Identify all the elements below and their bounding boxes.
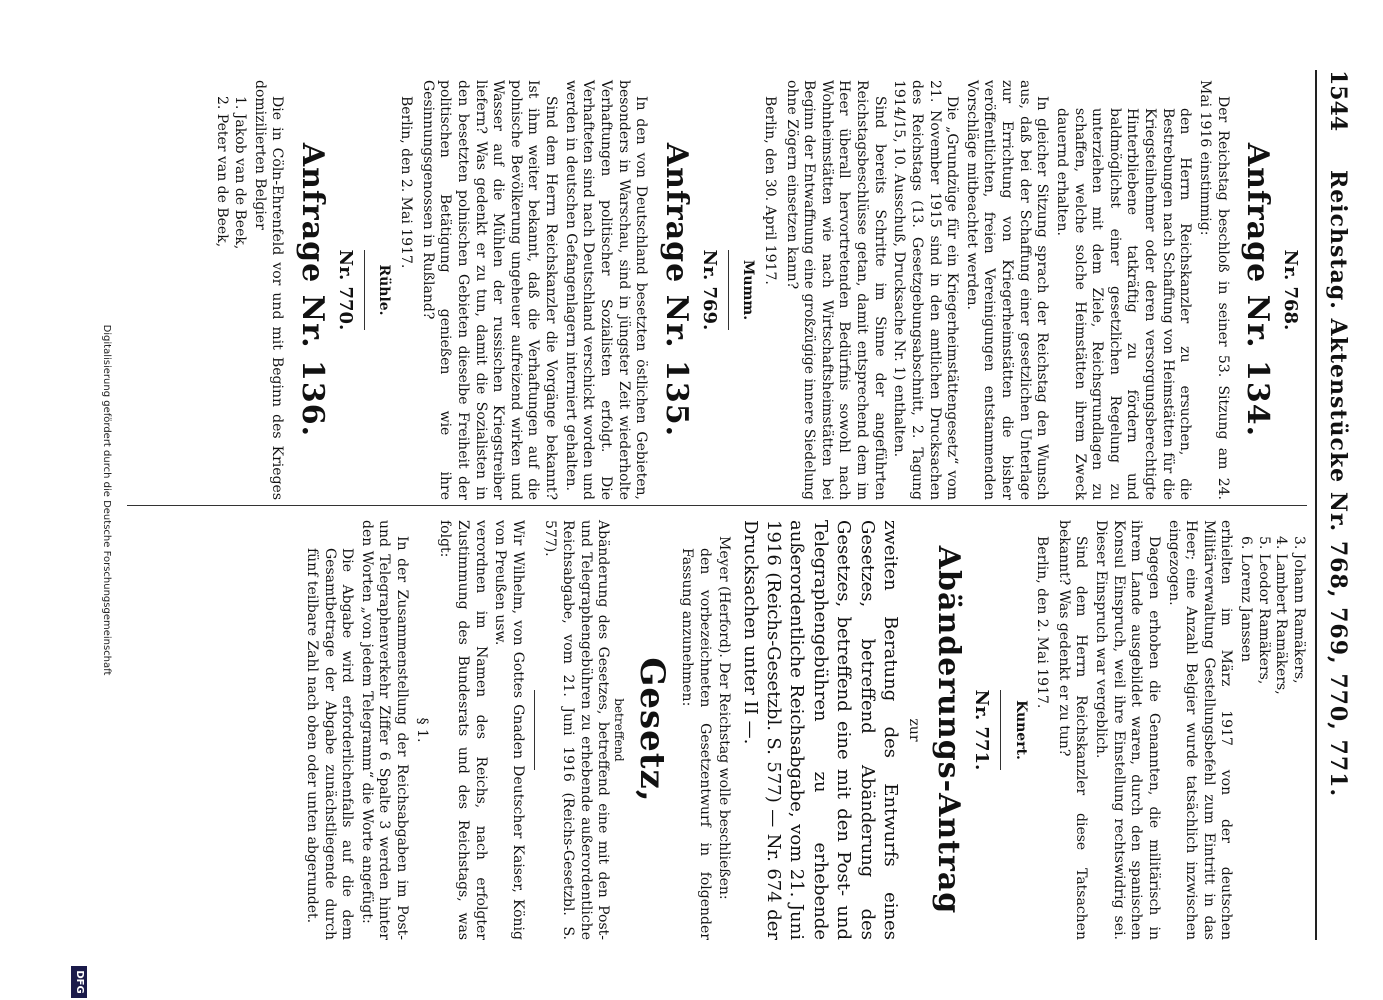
section-separator: [534, 690, 535, 770]
paragraph: Sind bereits Schritte im Sinne der angeführten Reichstagsbeschlüsse getan, damit entsprechend dem im Heer überall hervortretenden Bedürfnis sowohl nach Wohnheimstätten wie nach Wirtschaftsheimstätten bei Beginn der Entwaffnung eine großzügige innere Siedelung ohne Zögern einsetzen kann?: [783, 80, 888, 500]
section-number-768: Nr. 768.: [1280, 249, 1301, 331]
paragraph: In den von Deutschland besetzten östlichen Gebieten, besonders in Warschau, sind in jüngster Zeit wiederholte Verhaftungen politischer Sozialisten erfolgt. Die Verhafteten sind nach Deutschland verschickt worden und werden in deutschen Gefangenlagern interniert gehalten.: [562, 80, 650, 500]
running-title: Reichstag. Aktenstücke Nr. 768, 769, 770, 771.: [1325, 170, 1351, 798]
name-list: [1237, 536, 1308, 940]
page-header: [1317, 70, 1357, 930]
section-separator: [728, 250, 729, 330]
digitization-note: Digitalisierung gefördert durch die Deutsche Forschungsgemeinschaft: [101, 324, 112, 676]
section-title-769: Anfrage Nr. 135.: [658, 142, 694, 438]
paragraph: In der Zusammenstellung der Reichsabgaben im Post- und Telegraphenverkehr Ziffer 6 Spalte 3 werden hinter den Worten „von jedem Telegramm“ die Worte angefügt:: [358, 520, 411, 940]
right-column: [300, 520, 1307, 940]
dateline: Berlin, den 2. Mai 1917.: [1034, 536, 1051, 709]
name-list: [213, 96, 248, 500]
paragraph: Die „Grundzüge für ein Kriegerheimstättengesetz“ vom 21. November 1915 sind in den amtlichen Drucksachen des Reichstags (13. Gesetzgebungsabschnitt, 2. Tagung 1914/15, 10. Ausschuß, Drucksache Nr. 1) enthalten.: [891, 80, 961, 500]
zur-label: zur: [905, 718, 922, 742]
paragraph: Der Reichstag beschloß in seiner 53. Sitzung am 24. Mai 1916 einstimmig:: [1196, 80, 1231, 500]
list-item: 2. Peter van de Beek,: [214, 96, 231, 248]
section-title-771: Abänderungs-Antrag: [931, 545, 967, 915]
section-separator: [1000, 690, 1001, 770]
list-item: 5. Leodor Ramäkers,: [1255, 536, 1272, 685]
section-title-770: Anfrage Nr. 136.: [295, 142, 331, 438]
paragraph: Sind dem Herrn Reichskanzler diese Tatsachen bekannt? Was gedenkt er zu tun?: [1055, 520, 1090, 940]
enactment-formula: Wir Wilhelm, von Gottes Gnaden Deutscher Kaiser, König von Preußen usw.: [492, 520, 526, 940]
quoted-amendment: Die Abgabe wird erforderlichenfalls auf die dem Gesamtbetrage der Abgabe zunächstliegende durch fünf teilbare Zahl nach oben oder unten abgerundet.: [303, 548, 356, 940]
paragraph: Die in Cöln-Ehrenfeld vor und mit Beginn des Krieges domizilierten Belgier: [251, 80, 286, 500]
header-rule: [1315, 70, 1317, 940]
law-title: Gesetz,: [632, 657, 673, 803]
motion-line: Meyer (Herford). Der Reichstag wolle beschließen:: [716, 536, 733, 900]
list-item: 6. Lorenz Janssen: [1238, 536, 1255, 662]
enactment-text: verordnen im Namen des Reichs, nach erfolgter Zustimmung des Bundesrats und des Reichstags, was folgt:: [437, 520, 489, 940]
section-number-771: Nr. 771.: [971, 689, 992, 771]
dateline: Berlin, den 30. April 1917.: [761, 96, 778, 285]
list-item: 3. Johann Ramäkers,: [1291, 536, 1307, 684]
law-subject: Abänderung des Gesetzes, betreffend eine mit den Post- und Telegraphengebühren zu erhebende außerordentliche Reichsabgabe, vom 21. Juni 1916 (Reichs-Gesetzbl. S. 577).: [542, 520, 612, 940]
section-title-768: Anfrage Nr. 134.: [1240, 142, 1276, 438]
dateline: Berlin, den 2. Mai 1917.: [398, 96, 415, 269]
signature: Kunert.: [1012, 700, 1029, 760]
list-item: 4. Lambert Ramäkers,: [1273, 536, 1290, 695]
paragraph: erhielten im März 1917 von der deutschen Militärverwaltung Gestellungsbefehl zum Eintritt in das Heer; eine Anzahl Belgier wurde tatsächlich inzwischen eingezogen.: [1165, 520, 1235, 940]
paragraph-heading: § 1.: [413, 717, 430, 743]
list-item: 1. Jakob van de Beek,: [232, 96, 249, 250]
resolution-quote: den Herrn Reichskanzler zu ersuchen, die Bestrebungen nach Schaffung von Heimstätten für die Kriegsteilnehmer oder deren versorgungsberechtigte Hinterbliebene tatkräftig zu fördern und baldmöglichst einer gesetzlichen Regelung zu unterziehen mit dem Ziele, Reichsgrundlagen zu schaffen, welche solche Heimstätten ihrem Zweck dauernd erhalten.: [1053, 108, 1194, 500]
column-divider: [127, 505, 1307, 506]
section-number-769: Nr. 769.: [698, 249, 720, 331]
signature: Mumm.: [740, 259, 757, 321]
motion-text: den vorbezeichneten Gesetzentwurf in folgender Fassung anzunehmen:: [678, 548, 713, 940]
betreffend-label: betreffend: [612, 698, 627, 762]
motion-intro-text: zweiten Beratung des Entwurfs eines Gesetzes, betreffend Abänderung des Gesetzes, betreffend eine mit den Post- und Telegraphengebühren zu erhebende außerordentliche Reichsabgabe, vom 21. Juni 1916 (Reichs-Gesetzbl. S. 577) — Nr. 674 der Drucksachen unter II —.: [739, 520, 901, 940]
paragraph: Dagegen erhoben die Genannten, die militärisch in ihrem Lande ausgebildet waren, durch den spanischen Konsul Einspruch, weil ihre Einstellung rechtswidrig sei. Dieser Einspruch war vergeblich.: [1093, 520, 1162, 940]
left-column: [211, 80, 1307, 500]
paragraph: In gleicher Sitzung sprach der Reichstag den Wunsch aus, daß bei der Schaffung einer gesetzlichen Unterlage zur Errichtung von Kriegerheimstätten die bisher veröffentlichten, freien Vereinigungen entstammenden Vorschläge mitbeachtet werden.: [963, 80, 1051, 500]
motion-intro: [738, 520, 902, 940]
section-separator: [364, 250, 365, 330]
signature: Rühle.: [376, 264, 393, 316]
rotated-page: [65, 0, 1365, 1000]
section-number-770: Nr. 770.: [334, 249, 356, 331]
newspaper-page: [65, 0, 1365, 1000]
paragraph: Sind dem Herrn Reichskanzler die Vorgänge bekannt? Ist ihm weiter bekannt, daß die Verhaftungen auf die polnische Bevölkerung ungeheuer aufreizend wirken und Wasser auf die Mühlen der russischen Kriegstreiber liefern? Was gedenkt er zu tun, damit die Sozialisten in den besetzten polnischen Gebieten dieselbe Freiheit der politischen Betätigung genießen wie ihre Gesinnungsgenossen in Rußland?: [419, 80, 560, 500]
page-number: 1544: [1325, 70, 1351, 132]
dfg-logo: DFG: [71, 966, 87, 998]
